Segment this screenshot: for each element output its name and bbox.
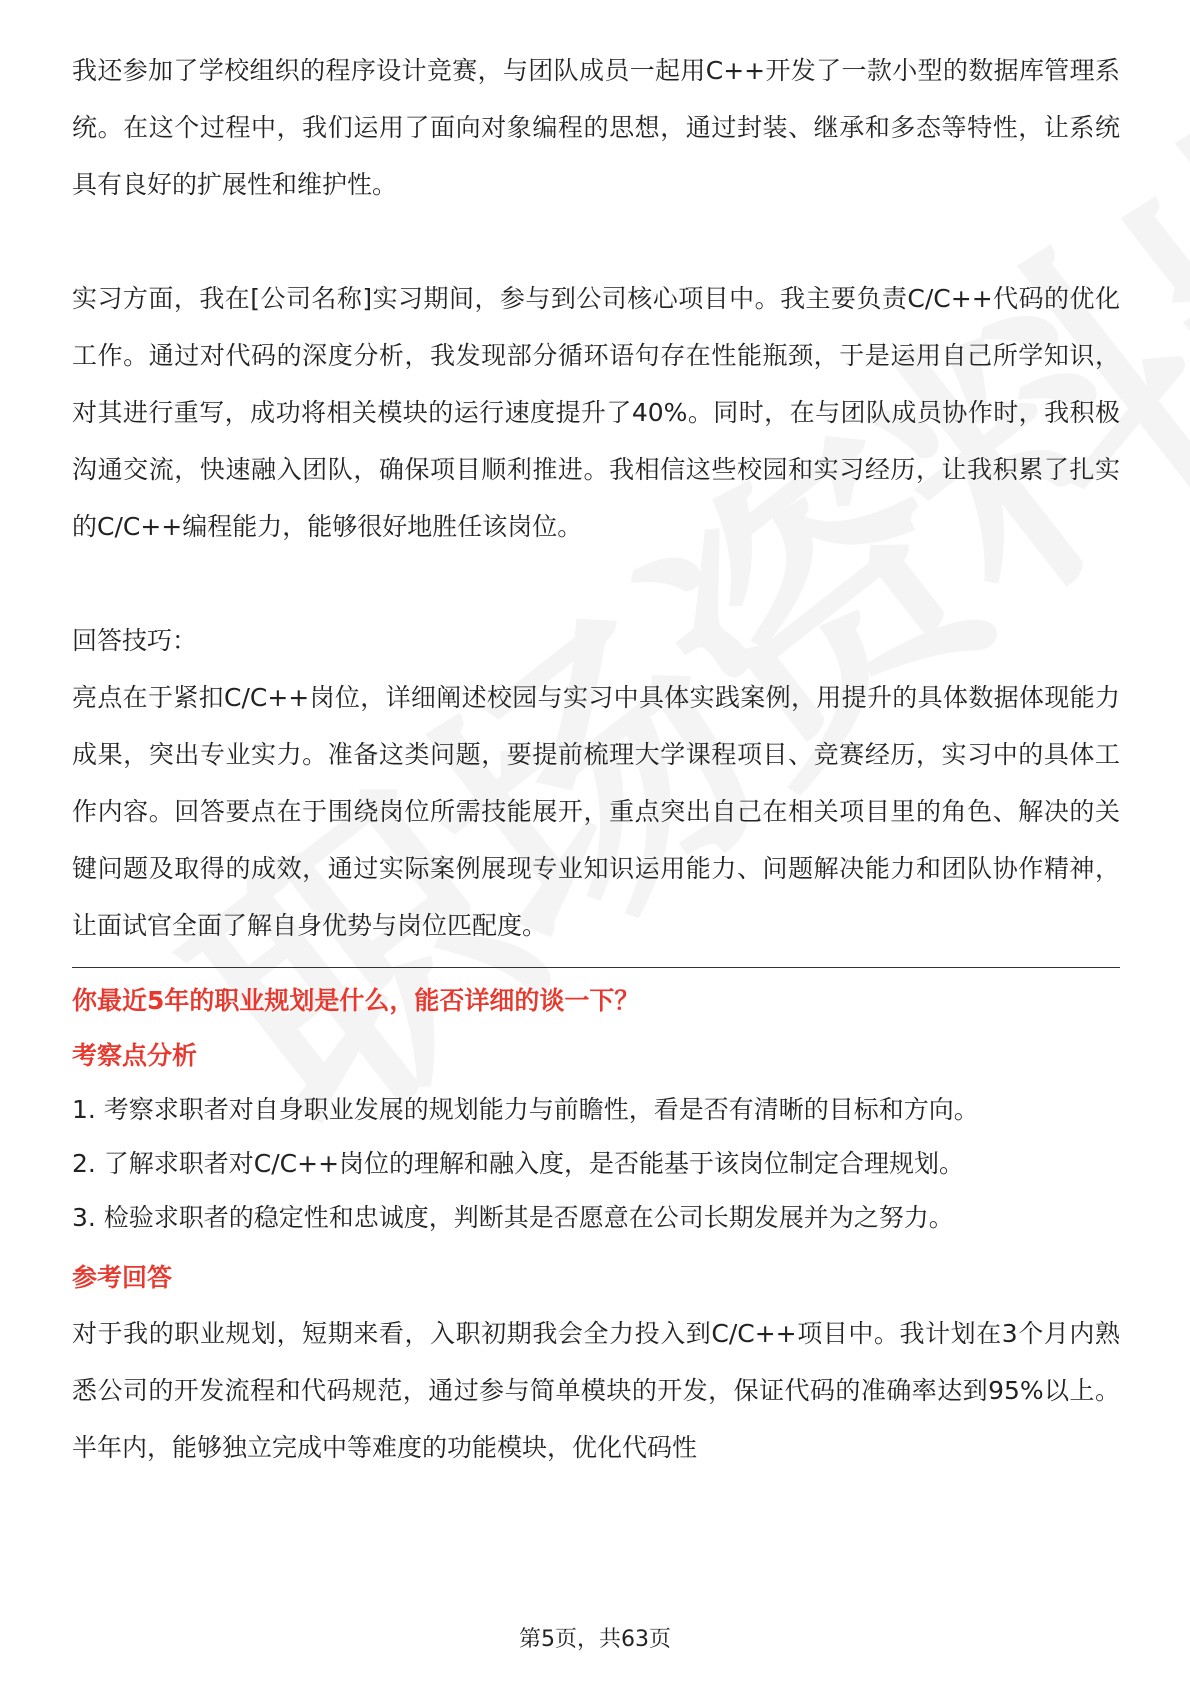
interview-question: 你最近5年的职业规划是什么，能否详细的谈一下？ [72, 986, 640, 1015]
document-body [72, 42, 1120, 1476]
reference-body: 对于我的职业规划，短期来看，入职初期我会全力投入到C/C++项目中。我计划在3个月内熟悉公司的开发流程和代码规范，通过参与简单模块的开发，保证代码的准确率达到95%以上。半年内，能够独立完成中等难度的功能模块，优化代码性 [72, 1319, 1120, 1462]
analysis-item: 1. 考察求职者对自身职业发展的规划能力与前瞻性，看是否有清晰的目标和方向。 [72, 1095, 979, 1124]
analysis-item: 2. 了解求职者对C/C++岗位的理解和融入度，是否能基于该岗位制定合理规划。 [72, 1149, 965, 1178]
analysis-heading: 考察点分析 [72, 1041, 198, 1070]
paragraph-gap [72, 555, 1120, 612]
paragraph-gap [72, 213, 1120, 270]
intro-paragraph-1: 我还参加了学校组织的程序设计竞赛，与团队成员一起用C++开发了一款小型的数据库管理系统。在这个过程中，我们运用了面向对象编程的思想，通过封装、继承和多态等特性，让系统具有良好的扩展性和维护性。 [72, 56, 1120, 199]
tips-label: 回答技巧： [72, 626, 198, 655]
analysis-list [72, 1083, 1120, 1245]
section-divider [72, 967, 1120, 968]
intro-paragraph-2: 实习方面，我在[公司名称]实习期间，参与到公司核心项目中。我主要负责C/C++代码的优化工作。通过对代码的深度分析，我发现部分循环语句存在性能瓶颈，于是运用自己所学知识，对其进行重写，成功将相关模块的运行速度提升了40%。同时，在与团队成员协作时，我积极沟通交流，快速融入团队，确保项目顺利推进。我相信这些校园和实习经历，让我积累了扎实的C/C++编程能力，能够很好地胜任该岗位。 [72, 284, 1120, 541]
tips-body: 亮点在于紧扣C/C++岗位，详细阐述校园与实习中具体实践案例，用提升的具体数据体现能力成果，突出专业实力。准备这类问题，要提前梳理大学课程项目、竞赛经历，实习中的具体工作内容。回答要点在于围绕岗位所需技能展开，重点突出自己在相关项目里的角色、解决的关键问题及取得的成效，通过实际案例展现专业知识运用能力、问题解决能力和团队协作精神，让面试官全面了解自身优势与岗位匹配度。 [72, 683, 1120, 940]
analysis-item: 3. 检验求职者的稳定性和忠诚度，判断其是否愿意在公司长期发展并为之努力。 [72, 1203, 954, 1232]
page-number: 第5页，共63页 [519, 1627, 671, 1652]
reference-heading: 参考回答 [72, 1263, 173, 1292]
